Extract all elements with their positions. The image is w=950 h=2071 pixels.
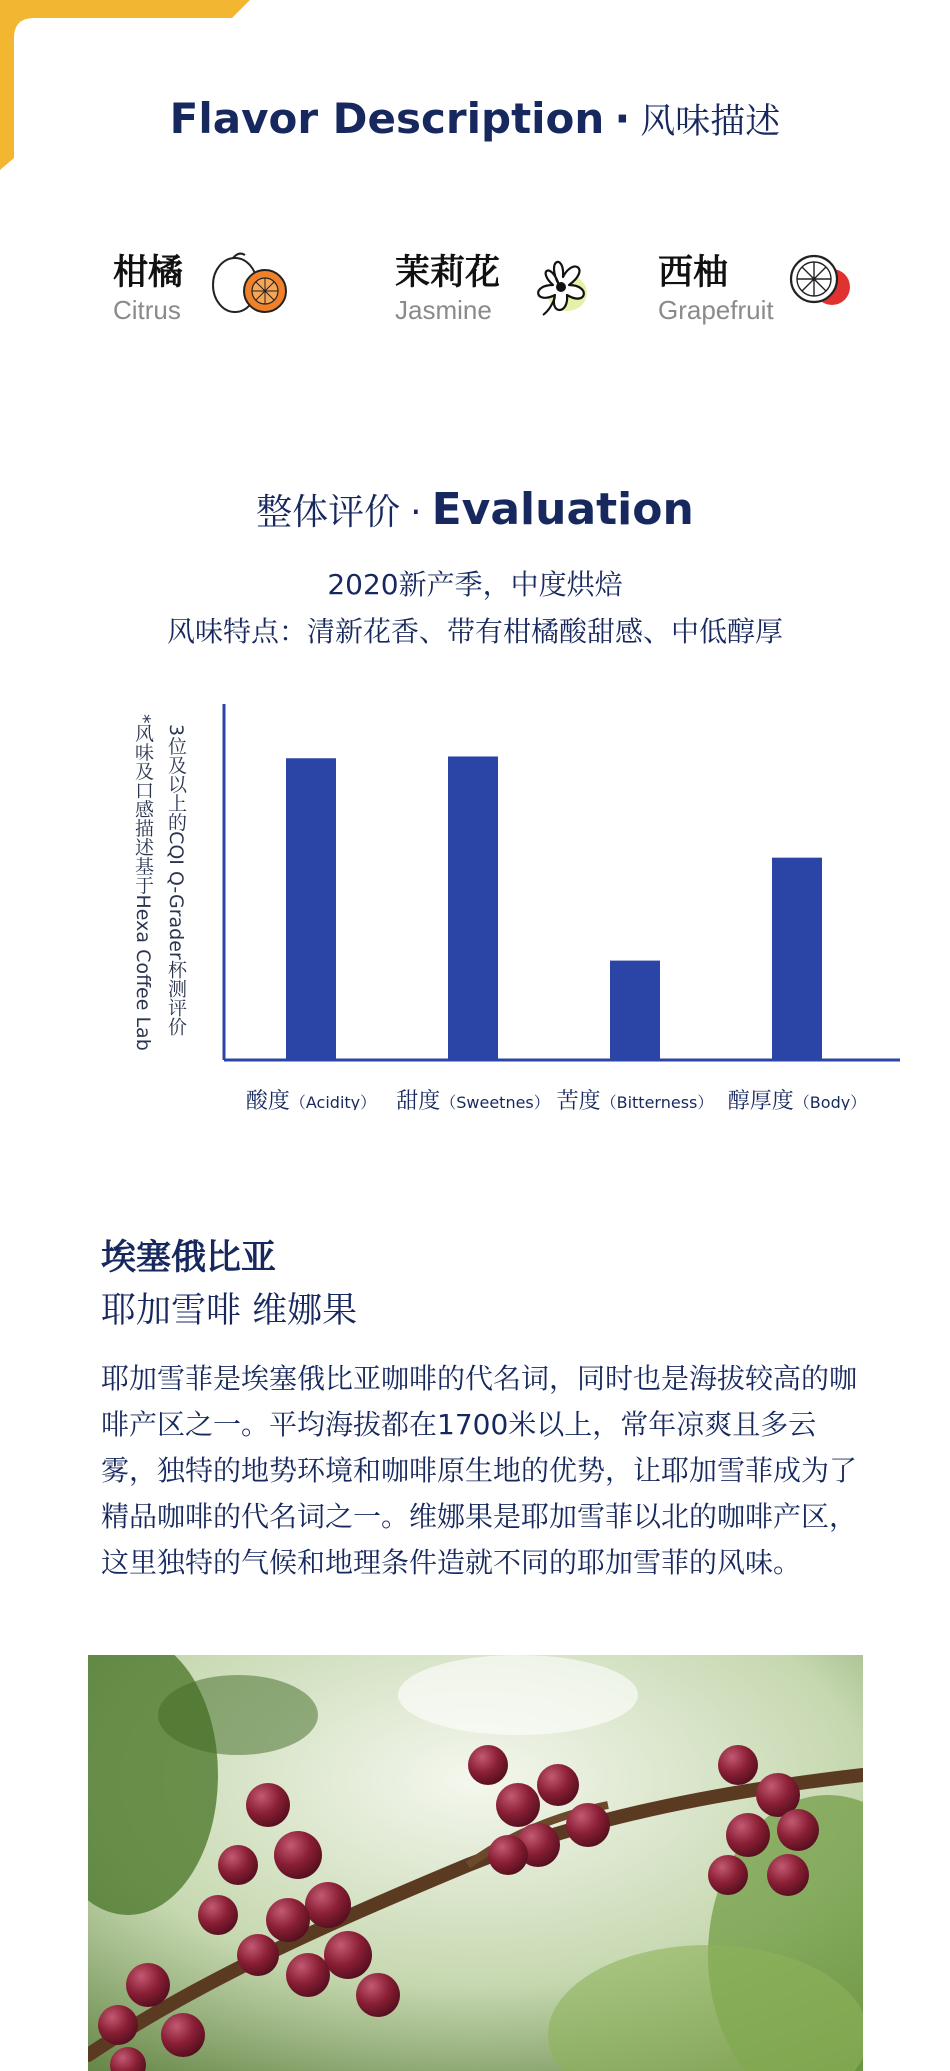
chart-category-label: 酸度（Acidity） xyxy=(245,1089,377,1110)
cupping-note-line-2: 3位及以上的CQI Q-Grader杯测评价 xyxy=(165,724,187,1036)
flavor-item-jasmine xyxy=(395,245,605,335)
evaluation-title-en: Evaluation xyxy=(431,484,694,535)
chart-bar xyxy=(772,858,822,1060)
grapefruit-icon xyxy=(786,251,854,313)
flavor-name-en: Jasmine xyxy=(395,295,492,325)
coffee-cherries-photo xyxy=(88,1655,863,2071)
evaluation-title-zh: 整体评价 xyxy=(256,492,401,533)
region-name: 埃塞俄比亚 xyxy=(101,1238,277,1278)
chart-category-label: 醇厚度（Body） xyxy=(727,1089,867,1110)
citrus-icon xyxy=(205,249,291,319)
region-description: 耶加雪菲是埃塞俄比亚咖啡的代名词，同时也是海拔较高的咖啡产区之一。平均海拔都在1700米以上，常年凉爽且多云雾，独特的地势环境和咖啡原生地的优势，让耶加雪菲成为了精品咖啡的代名词之一。维娜果是耶加雪菲以北的咖啡产区，这里独特的气候和地理条件造就不同的耶加雪菲的风味。 xyxy=(101,1362,858,1579)
flavor-name-zh: 西柚 xyxy=(658,253,729,293)
flavor-name-zh: 茉莉花 xyxy=(395,253,501,293)
flavor-section-title xyxy=(0,94,950,144)
chart-category-label: 甜度（Sweetnes） xyxy=(396,1089,550,1110)
chart-bar xyxy=(448,756,498,1060)
flavor-title-en: Flavor Description xyxy=(169,94,605,143)
flavor-name-en: Grapefruit xyxy=(658,295,774,325)
flavor-title-separator: · xyxy=(614,94,631,143)
chart-bar xyxy=(286,758,336,1060)
flavor-name-zh: 柑橘 xyxy=(113,253,184,293)
flavor-title-zh: 风味描述 xyxy=(640,102,781,142)
flavor-characteristics: 风味特点：清新花香、带有柑橘酸甜感、中低醇厚 xyxy=(166,615,783,648)
evaluation-title-separator: · xyxy=(410,492,422,533)
corner-decoration xyxy=(0,0,250,170)
flavor-item-grapefruit xyxy=(658,245,868,335)
jasmine-icon xyxy=(525,249,595,321)
chart-category-label: 苦度（Bitterness） xyxy=(556,1089,714,1110)
evaluation-bar-chart xyxy=(0,690,950,1110)
flavor-name-en: Citrus xyxy=(113,295,181,325)
region-subtitle: 耶加雪啡 维娜果 xyxy=(101,1291,358,1331)
roast-info: 2020新产季，中度烘焙 xyxy=(327,568,623,601)
flavor-item-citrus xyxy=(113,245,303,335)
evaluation-section-title xyxy=(0,484,950,535)
cupping-note-line-1: *风味及口感描述基于Hexa Coffee Lab xyxy=(132,714,154,1051)
chart-bar xyxy=(610,961,660,1060)
